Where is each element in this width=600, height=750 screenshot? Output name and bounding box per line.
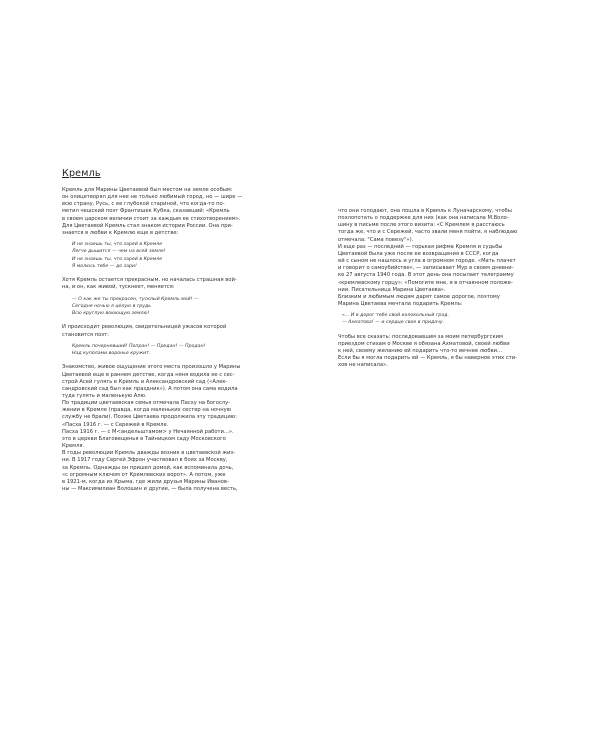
- poem-line: Легче дышится — чем на всей земле!: [72, 249, 166, 255]
- text-line: Близким и любимым людям дарят самое дорогое, поэтому: [338, 293, 500, 300]
- text-line: Пасха 1916 г. — с М<андельштамом> у Нечаянной работи...».: [62, 428, 234, 435]
- poem-line: Над куполами воронье кружит.: [72, 351, 151, 357]
- text-line: хов не написала».: [338, 362, 388, 369]
- text-line: По традиции цветаевская семья отмечала Пасху на богослу-: [62, 400, 231, 407]
- text-line: ни. В 1917 году Сергей Эфрон участвовал в боях за Москву,: [62, 457, 228, 464]
- text-line: и говорит о самоубийстве», — записывает Мур в своем дневни-: [338, 265, 514, 272]
- text-line: туда гулять и маленькую Алю.: [62, 393, 147, 400]
- poem-line: И не знаешь ты, что зарей в Кремле: [72, 242, 163, 248]
- text-line: метил чешский поэт Франтишек Кубка, сказавший: «Кремль: [62, 208, 230, 215]
- text-line: он олицетворял для нее не только любимый город, но — шире —: [62, 194, 243, 201]
- poem-line: — Ахматова! — и сердце свое в придачу.: [342, 320, 445, 326]
- text-line: «Пасха 1916 г. — с Сережей в Кремле.: [62, 421, 169, 428]
- left-column: [62, 168, 279, 493]
- text-line: в своем царском величии стоит за каждым ее стихотворением».: [62, 215, 241, 222]
- text-line: ей с сыном не нашлось и угла в огромном городе. «Мать плачет: [338, 258, 516, 265]
- text-line: Кремль для Марины Цветаевой был местом на земле особым:: [62, 187, 233, 193]
- right-para-2: [338, 334, 559, 370]
- text-line: В годы революции Кремль дважды возник в цветаевской жиз-: [62, 450, 236, 457]
- poem-line: Всю круглую воюющую землю!: [72, 311, 150, 317]
- left-para-3: [62, 324, 279, 338]
- right-column: [338, 208, 559, 370]
- text-line: Знакомство, живое ощущение этого места произошло у Марины: [62, 364, 241, 371]
- text-line: «с огромным ключом от Кремлевских ворот». А потом, уже: [62, 471, 226, 478]
- text-line: на, и он, как живой, тускнеет, меняется:: [62, 284, 175, 291]
- text-line: похлопотать о поддержке для них (как она написала М.Воло-: [338, 215, 509, 222]
- text-line: что они голодают, она пошла в Кремль к Луначарскому, чтобы: [338, 208, 512, 214]
- text-line: Цветаевой еще в раннем детстве, когда няня водила ее с сес-: [62, 371, 235, 378]
- poem-line: — О как же ты прекрасен, тусклый Кремль мой! —: [72, 296, 199, 302]
- left-para-2: [62, 277, 279, 291]
- text-line: становится поэт:: [62, 331, 109, 338]
- text-line: в 1921-м, когда из Крыма, где жили друзья Марины Иванов-: [62, 478, 229, 485]
- text-line: это в церкви Благовещенья в Тайницком саду Московского: [62, 435, 226, 442]
- text-line: И происходит революция, свидетельницей ужасов которой: [62, 324, 227, 331]
- text-line: к ней, своему желанию ей подарить что-то вечнее любви...: [338, 348, 502, 355]
- text-line: Цветаевой была уже после ее возвращения в СССР, когда: [338, 250, 499, 257]
- text-line: ке 27 августа 1940 года. В этот день она посылает телеграмму: [338, 272, 514, 279]
- poem-line: Кремль почерневший! Попран! — Предан! — Продан!: [72, 343, 206, 349]
- poem-line: Сегодня ночью я целую в грудь: [72, 303, 152, 309]
- poem-line: Я молюсь тебе — до зари!: [72, 263, 137, 269]
- text-line: Если бы я могла подарить ей — Кремль, я бы наверное этих сти-: [338, 355, 517, 362]
- text-line: «кремлевскому горцу»: «Помогите мне, я в отчаянном положе-: [338, 279, 513, 286]
- text-line: всю страну, Русь, с ее глубокой стариной, что когда-то по-: [62, 201, 225, 208]
- text-line: Чтобы все сказать: последовавшим за моим петербургским: [338, 333, 503, 340]
- text-line: И еще раз — последний — горькая рифма Кремля и судьбы: [338, 243, 503, 250]
- text-line: жении в Кремле (правда, когда маленьких сестер на ночную: [62, 407, 232, 414]
- section-title: Кремль: [62, 168, 101, 179]
- text-line: нии. Писательница Марина Цветаева».: [338, 286, 446, 293]
- text-line: за Кремль. Однажды он пришел домой, как вспоминала дочь,: [62, 464, 234, 471]
- text-line: тогда же, что и с Сережей, часто звали меня пойти, я наблюдаю: [338, 229, 518, 236]
- text-line: службу не брали). Позже Цветаева продолжила эту традицию:: [62, 414, 237, 421]
- text-line: строй Асей гулять в Кремль и Александровский сад («Алек-: [62, 378, 228, 385]
- text-line: Для Цветаевой Кремль стал знаком истории России. Она при-: [62, 222, 233, 229]
- text-line: Хотя Кремль остается прекрасным, но началась страшная вой-: [62, 277, 237, 284]
- text-line: знается в любви к Кремлю еще в детстве:: [62, 229, 179, 236]
- left-para-1: [62, 187, 279, 237]
- text-line: ны — Максимилиан Волошин и другие, — была получена весть,: [62, 486, 238, 493]
- right-para-1: [338, 208, 559, 308]
- poem-quote-1: [72, 241, 279, 270]
- poem-quote-4: [342, 312, 559, 327]
- poem-line: И не знаешь ты, что зарей в Кремле: [72, 256, 163, 262]
- text-line: шину в письме после этого визита: «С Кремлем я расстаюсь: [338, 222, 505, 229]
- poem-quote-3: [72, 343, 279, 358]
- text-line: приездом стихам о Москве я обязана Ахматовой, своей любви: [338, 340, 510, 347]
- poem-line: «... И в дорог тебе свой колокольный град.: [342, 313, 449, 319]
- poem-quote-2: [72, 296, 279, 318]
- text-line: Кремля.: [62, 443, 85, 450]
- text-line: сандровский сад был как праздник»). А потом она сама водила: [62, 385, 238, 392]
- text-line: Марина Цветаева мечтала подарить Кремль:: [338, 301, 463, 308]
- left-para-4: [62, 364, 279, 493]
- text-line: отмечала: "Сама повезу"»).: [338, 236, 414, 243]
